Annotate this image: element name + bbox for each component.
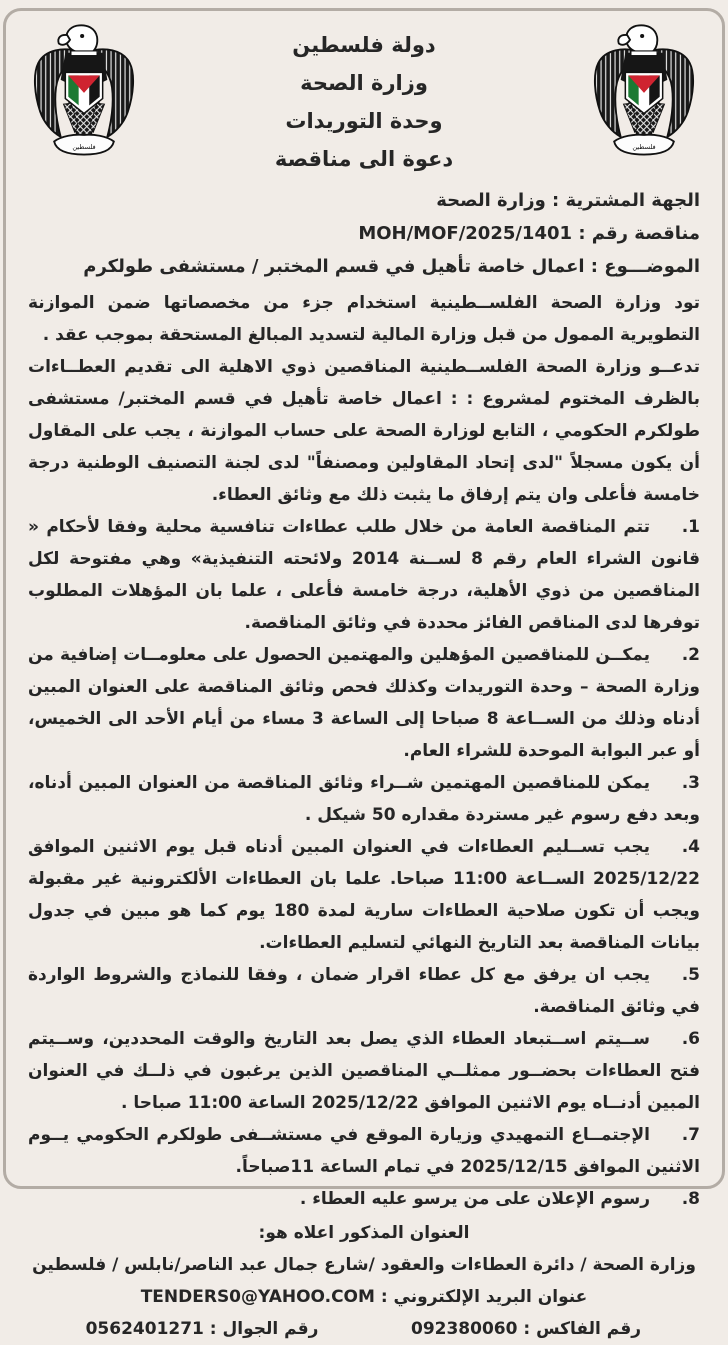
org-line-state: دولة فلسطين [292,33,436,57]
email-line: عنوان البريد الإلكتروني : TENDERS0@YAHOO.COM [140,1287,588,1307]
palestine-coat-of-arms-icon-right [588,22,700,162]
mobile-line: رقم الجوال : 0562401271 [85,1319,319,1339]
condition-item-7 [28,1119,700,1183]
org-line-invitation: دعوة الى مناقصة [274,147,454,171]
org-line-ministry: وزارة الصحة [300,71,428,95]
item-text: يمكــن للمناقصين المؤهلين والمهتمين الحصول على معلومــات إضافية من وزارة الصحة – وحدة التوريدات وكذلك فحص وثائق المناقصة على العنوان المبين أدناه وذلك من الســاعة 8 صباحا إلى الساعة 3 مساء من أيام الأحد الى الخميس، أو عبر البوابة الموحدة للشراء العام. [28,645,700,761]
item-text: تتم المناقصة العامة من خلال طلب عطاءات تنافسية محلية وفقا لأحكام « قانون الشراء العام رقم 8 لســنة 2014 ولائحته التنفيذية» وهي مفتوحة لكل المناقصين من ذوي الأهلية، درجة خامسة فأعلى ، علما بان المؤهلات المطلوب توفرها لدى المناقص الفائز محددة في وثائق المناقصة. [28,517,700,633]
org-title-block [140,26,588,178]
item-number: 2. [681,645,700,665]
item-text: يجب ان يرفق مع كل عطاء اقرار ضمان ، وفقا للنماذج والشروط الواردة في وثائق المناقصة. [28,965,700,1017]
fax-line: رقم الفاكس : 092380060 [410,1319,642,1339]
item-number: 7. [681,1125,700,1145]
condition-item-1 [28,511,700,639]
intro-paragraph-2: تدعــو وزارة الصحة الفلســطينية المناقصين ذوي الاهلية الى تقديم العطــاءات بالظرف المختوم لمشروع : : اعمال خاصة تأهيل في قسم المختبر/ مستشفى طولكرم الحكومي ، التابع لوزارة الصحة على حساب الموازنة ، يجب على المقاول أن يكون مسجلاً "لدى إتحاد المقاولين ومصنفاً" لدى لجنة التصنيف الوطنية درجة خامسة فأعلى وان يتم إرفاق ما يثبت ذلك مع وثائق العطاء. [28,357,700,505]
condition-item-5 [28,959,700,1023]
address-line: وزارة الصحة / دائرة العطاءات والعقود /شارع جمال عبد الناصر/نابلس / فلسطين [32,1255,696,1275]
subject-line: الموضـــوع : اعمال خاصة تأهيل في قسم المختبر / مستشفى طولكرم [83,256,700,277]
tender-conditions-list [28,511,700,1215]
phone-row [28,1313,700,1345]
condition-item-6 [28,1023,700,1119]
tender-number-line: مناقصة رقم : MOH/MOF/2025/1401 [358,223,700,244]
org-line-unit: وحدة التوريدات [285,109,443,133]
buyer-line: الجهة المشترية : وزارة الصحة [436,190,700,211]
item-text: ســيتم اســتبعاد العطاء الذي يصل بعد التاريخ والوقت المحددين، وســيتم فتح العطاءات بحضــور ممثلــي المناقصين الذين يرغبون في ذلــك في العنوان المبين أدنــاه يوم الاثنين الموافق 2025/12/22 الساعة 11:00 صباحا . [28,1029,700,1113]
item-text: الإجتمــاع التمهيدي وزيارة الموقع في مستشــفى طولكرم الحكومي يــوم الاثنين الموافق 2025/12/15 في تمام الساعة 11صباحاً. [28,1125,700,1177]
item-text: يمكن للمناقصين المهتمين شــراء وثائق المناقصة من العنوان المبين أدناه، وبعد دفع رسوم غير مستردة مقداره 50 شيكل . [28,773,700,825]
contact-footer [28,1217,700,1345]
item-number: 5. [681,965,700,985]
condition-item-3 [28,767,700,831]
condition-item-4 [28,831,700,959]
tender-meta [28,184,700,283]
intro-paragraph-1: تود وزارة الصحة الفلســطينية استخدام جزء من مخصصاتها ضمن الموازنة التطويرية الممول من قبل وزارة المالية لتسديد المبالغ المستحقة بموجب عقد . [28,293,700,345]
item-text: يجب تســليم العطاءات في العنوان المبين أدناه قبل يوم الاثنين الموافق 2025/12/22 الســاعة 11:00 صباحا. علما بان العطاءات الألكترونية غير مقبولة ويجب أن تكون صلاحية العطاءات سارية لمدة 180 يوم كما هو مبين في جدول بيانات المناقصة بعد التاريخ النهائي لتسليم العطاءات. [28,837,700,953]
emblem-scroll-text: فلسطين [72,142,96,151]
document-header [28,22,700,174]
tender-body [28,287,700,1215]
item-number: 3. [681,773,700,793]
condition-item-2 [28,639,700,767]
item-number: 4. [681,837,700,857]
condition-item-8 [28,1183,700,1215]
item-number: 8. [681,1189,700,1209]
palestine-coat-of-arms-icon-left [28,22,140,162]
item-number: 6. [681,1029,700,1049]
emblem-scroll-text: فلسطين [632,142,656,151]
item-text: رسوم الإعلان على من يرسو عليه العطاء . [299,1189,650,1209]
address-heading: العنوان المذكور اعلاه هو: [258,1223,470,1243]
item-number: 1. [681,517,700,537]
